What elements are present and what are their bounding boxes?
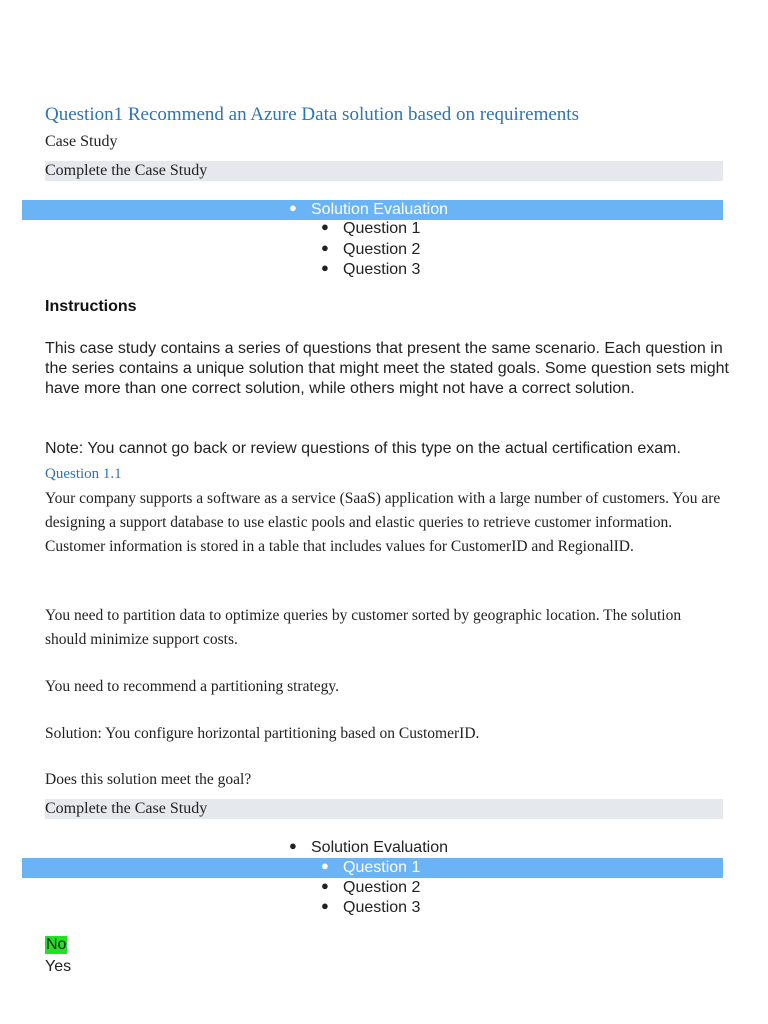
case-study-bar-label: Complete the Case Study <box>45 800 208 817</box>
instructions-paragraph: This case study contains a series of questions that present the same scenario. Each question in the series contains a unique solution that might meet the stated goals. Some question sets might have more than one correct solution, while others might not have a correct solution. <box>45 340 729 397</box>
nav-item-question-1-active[interactable]: ● Question 1 <box>321 858 421 876</box>
question-paragraph-4: Solution: You configure horizontal partitioning based on CustomerID. <box>45 725 480 742</box>
nav-item-question-1[interactable]: ● Question 1 <box>321 219 421 237</box>
answer-no[interactable]: No <box>46 936 67 953</box>
bullet-icon: ● <box>321 219 329 234</box>
case-study-bar-label: Complete the Case Study <box>45 162 208 179</box>
page-subtitle: Case Study <box>45 133 118 150</box>
bullet-icon: ● <box>321 878 329 893</box>
answer-yes[interactable]: Yes <box>45 958 72 975</box>
bullet-icon: ● <box>321 898 329 913</box>
bullet-icon: ● <box>321 858 329 873</box>
nav-item-solution-evaluation-2[interactable]: ● Solution Evaluation <box>289 838 448 856</box>
nav-item-question-2-b[interactable]: ● Question 2 <box>321 878 421 896</box>
bullet-icon: ● <box>289 838 297 853</box>
case-study-bar[interactable] <box>45 161 723 181</box>
bullet-icon: ● <box>289 200 297 215</box>
nav-item-question-3-b[interactable]: ● Question 3 <box>321 898 421 916</box>
question-paragraph-5: Does this solution meet the goal? <box>45 771 252 788</box>
question-label: Question 1.1 <box>45 466 122 482</box>
instructions-heading: Instructions <box>45 298 137 315</box>
bullet-icon: ● <box>321 240 329 255</box>
bullet-icon: ● <box>321 260 329 275</box>
question-paragraph-3: You need to recommend a partitioning strategy. <box>45 678 340 695</box>
nav-item-question-2[interactable]: ● Question 2 <box>321 240 421 258</box>
case-study-bar-2[interactable] <box>45 799 723 819</box>
nav-item-solution-evaluation[interactable]: ● Solution Evaluation <box>289 200 448 218</box>
question-paragraph-1: Your company supports a software as a service (SaaS) application with a large number of customers. You are designing a support database to use elastic pools and elastic queries to retrieve customer information. Customer information is stored in a table that includes values for CustomerID and RegionalID. <box>45 490 721 555</box>
nav-item-question-3[interactable]: ● Question 3 <box>321 260 421 278</box>
page-title: Question1 Recommend an Azure Data solution based on requirements <box>45 104 579 125</box>
instructions-note: Note: You cannot go back or review questions of this type on the actual certification exam. <box>45 440 681 457</box>
question-paragraph-2: You need to partition data to optimize queries by customer sorted by geographic location. The solution should minimize support costs. <box>45 607 682 648</box>
